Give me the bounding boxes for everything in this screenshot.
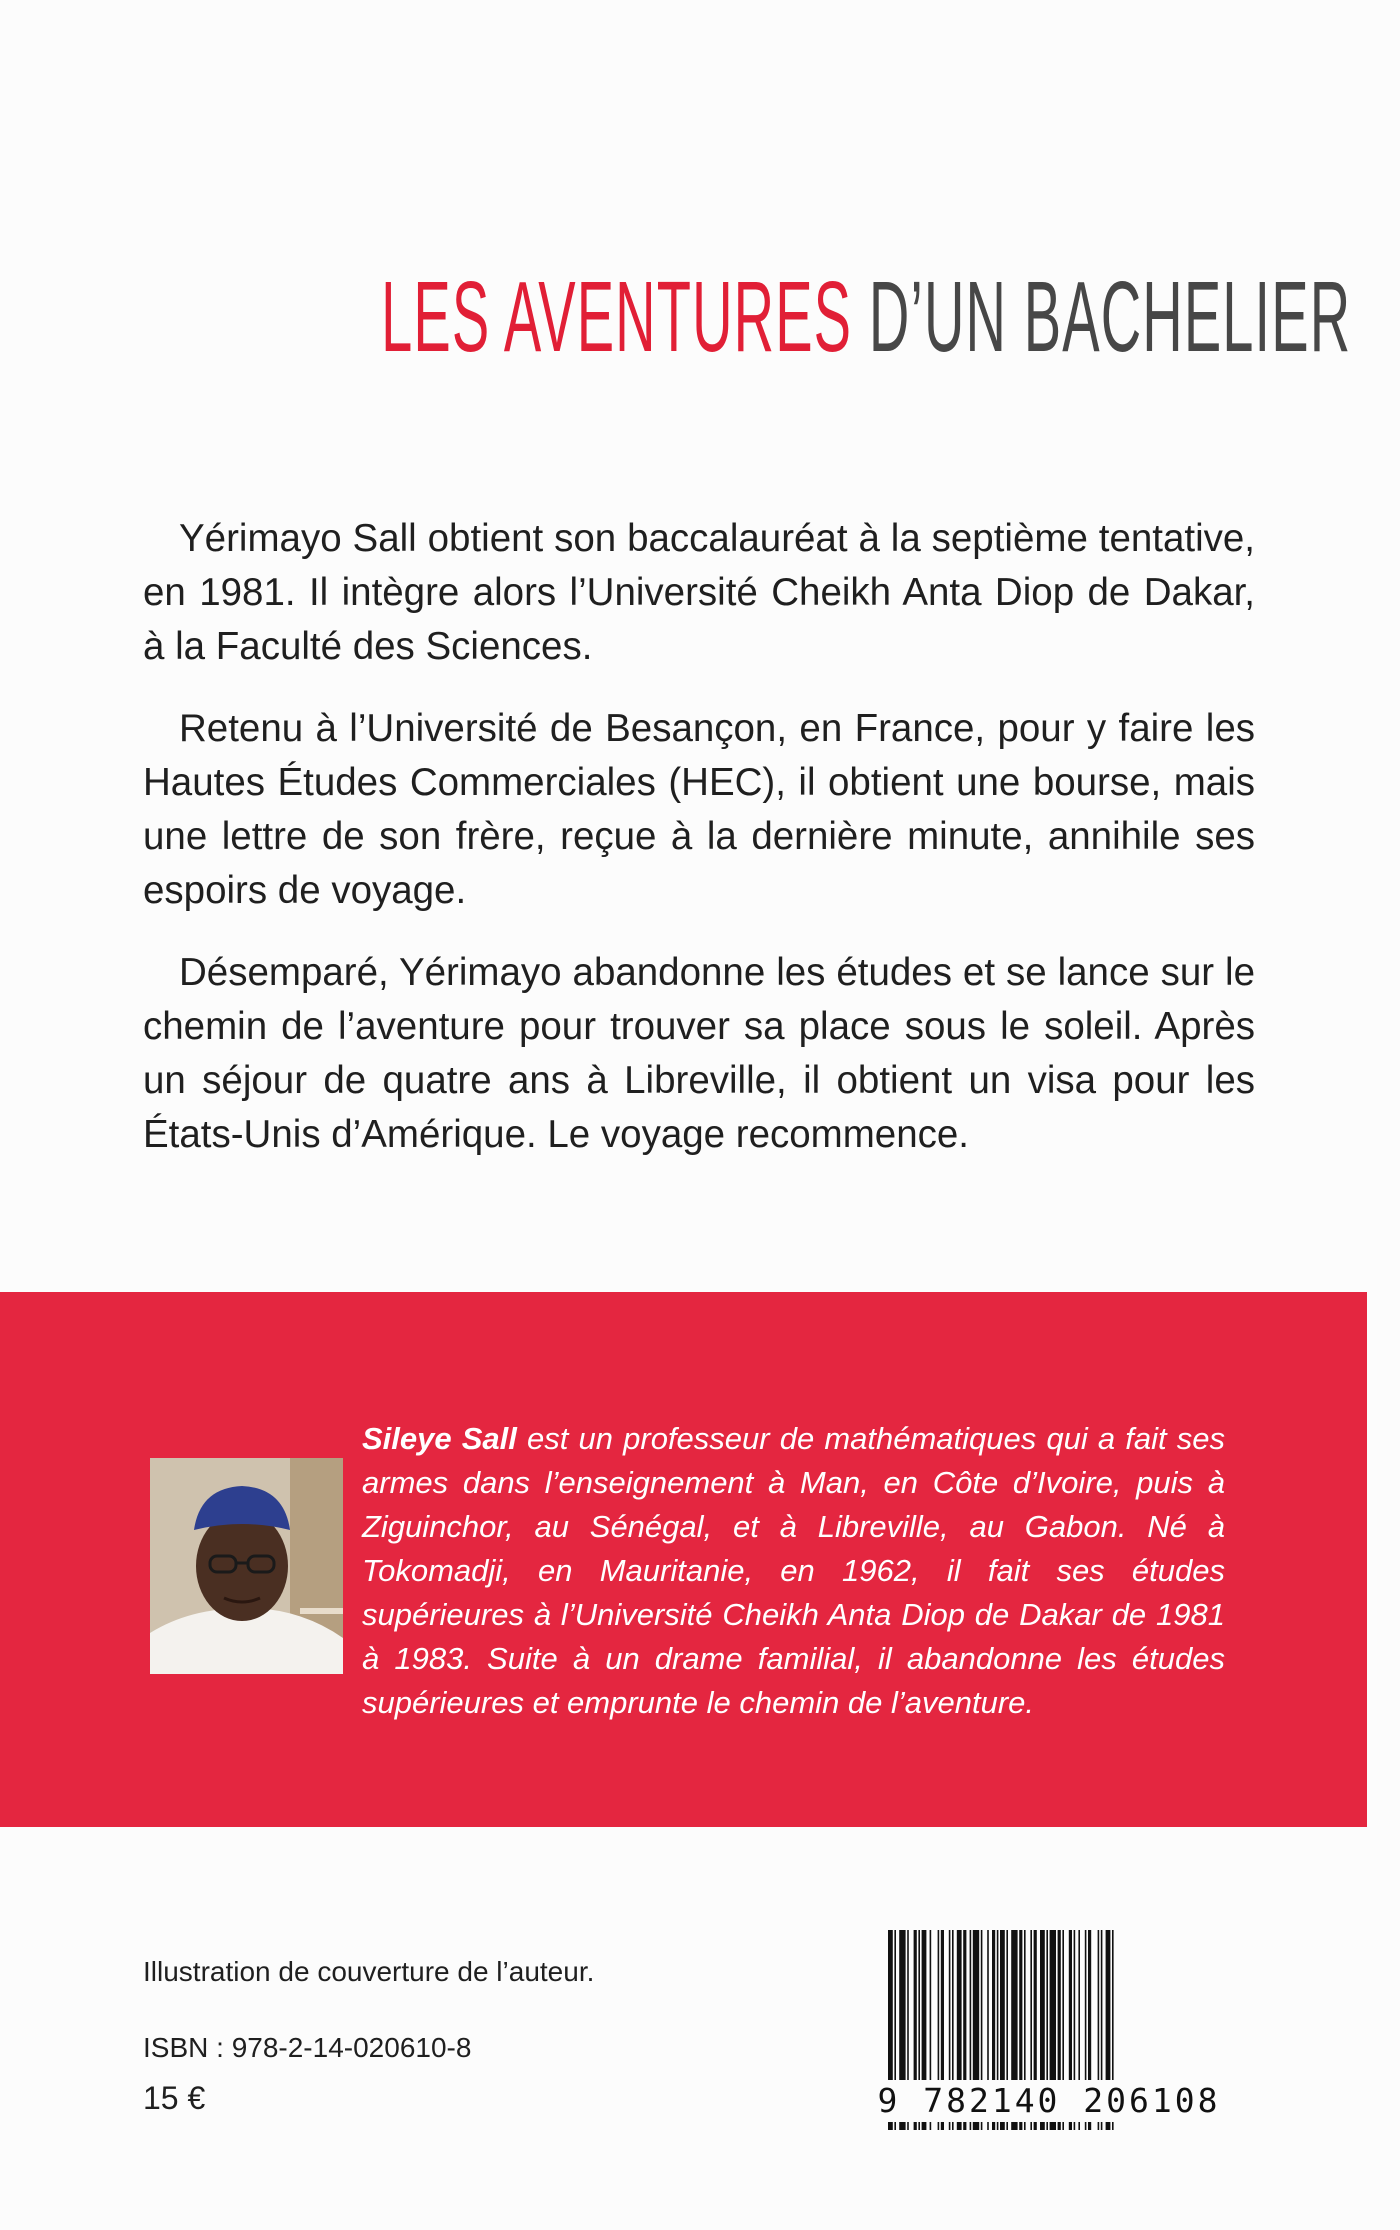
author-bio (362, 1417, 1225, 1725)
synopsis-paragraph-1: Yérimayo Sall obtient son baccalauréat à la septième tentative, en 1981. Il intègre alors l’Université Cheikh Anta Diop de Dakar, à la Faculté des Sciences. (143, 517, 1255, 668)
barcode-number: 9 782140 206108 (858, 2080, 1240, 2122)
synopsis-paragraph-2: Retenu à l’Université de Besançon, en France, pour y faire les Hautes Études Commerciales (HEC), il obtient une bourse, mais une lettre de son frère, reçue à la dernière minute, annihile ses espoirs de voyage. (143, 707, 1255, 912)
book-title-dark-part: D’UN BACHELIER (868, 261, 1352, 373)
price: 15 € (143, 2080, 206, 2116)
book-title-red-part: LES AVENTURES (381, 261, 853, 373)
isbn: ISBN : 978-2-14-020610-8 (143, 2032, 472, 2063)
author-name: Sileye Sall (362, 1421, 517, 1456)
synopsis (143, 512, 1255, 1190)
book-title (0, 261, 1400, 373)
author-photo (150, 1458, 343, 1674)
author-portrait-image (150, 1458, 343, 1674)
illustration-credit: Illustration de couverture de l’auteur. (143, 1956, 595, 1987)
book-title-inner (381, 261, 1352, 373)
synopsis-paragraph-3: Désemparé, Yérimayo abandonne les études et se lance sur le chemin de l’aventure pour trouver sa place sous le soleil. Après un séjour de quatre ans à Libreville, il obtient un visa pour les États-Unis d’Amérique. Le voyage recommence. (143, 951, 1255, 1156)
author-bio-text: est un professeur de mathématiques qui a fait ses armes dans l’enseignement à Man, en Côte d’Ivoire, puis à Ziguinchor, au Sénégal, et à Libreville, au Gabon. Né à Tokomadji, en Mauritanie, en 1962, il fait ses études supérieures à l’Université Cheikh Anta Diop de Dakar de 1981 à 1983. Suite à un drame familial, il abandonne les études supérieures et emprunte le chemin de l’aventure. (362, 1421, 1225, 1720)
